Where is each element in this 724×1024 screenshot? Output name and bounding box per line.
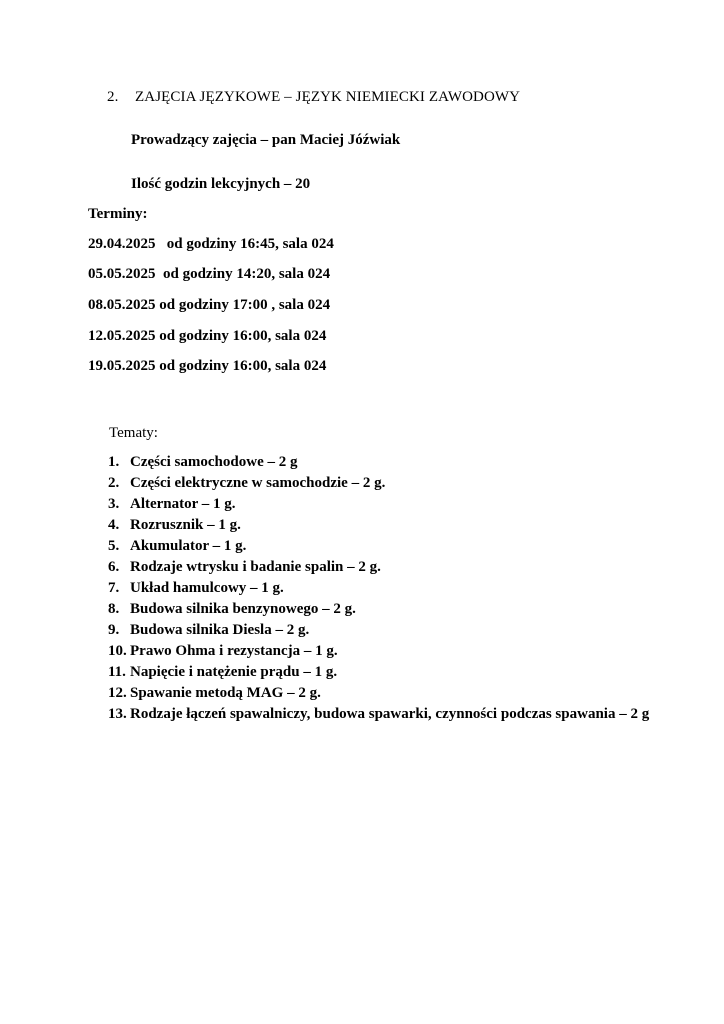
topic-item <box>108 494 668 515</box>
topic-item <box>108 620 668 641</box>
topic-item <box>108 578 668 599</box>
topic-number: 2. <box>108 475 120 491</box>
section-title: ZAJĘCIA JĘZYKOWE – JĘZYK NIEMIECKI ZAWODOWY <box>135 89 521 105</box>
section-heading <box>107 88 520 106</box>
topic-text: Alternator – 1 g. <box>130 496 236 512</box>
topic-number: 5. <box>108 538 120 554</box>
topic-text: Spawanie metodą MAG – 2 g. <box>130 685 321 701</box>
topic-text: Rodzaje łączeń spawalniczy, budowa spawarki, czynności podczas spawania – 2 g <box>130 706 650 722</box>
term-item: 19.05.2025 od godziny 16:00, sala 024 <box>88 358 327 374</box>
topic-item <box>108 683 668 704</box>
topic-text: Części samochodowe – 2 g <box>130 454 298 470</box>
topic-text: Układ hamulcowy – 1 g. <box>130 580 284 596</box>
topic-number: 11. <box>108 664 126 680</box>
topic-text: Budowa silnika benzynowego – 2 g. <box>130 601 356 617</box>
teacher-line: Prowadzący zajęcia – pan Maciej Jóźwiak <box>131 132 401 148</box>
topic-number: 4. <box>108 517 120 533</box>
topic-number: 12. <box>108 685 127 701</box>
term-item: 05.05.2025 od godziny 14:20, sala 024 <box>88 266 331 282</box>
topic-text: Rodzaje wtrysku i badanie spalin – 2 g. <box>130 559 381 575</box>
topic-number: 3. <box>108 496 120 512</box>
topic-text: Rozrusznik – 1 g. <box>130 517 241 533</box>
topic-number: 6. <box>108 559 120 575</box>
topic-item <box>108 599 668 620</box>
topic-list <box>108 452 668 725</box>
topic-item <box>108 557 668 578</box>
topic-item <box>108 641 668 662</box>
topic-item <box>108 452 668 473</box>
topic-item <box>108 515 668 536</box>
topic-text: Budowa silnika Diesla – 2 g. <box>130 622 310 638</box>
topic-number: 7. <box>108 580 120 596</box>
topic-item <box>108 536 668 557</box>
topic-number: 9. <box>108 622 120 638</box>
terms-label: Terminy: <box>88 206 148 222</box>
topic-item <box>108 704 668 725</box>
topic-number: 13. <box>108 706 127 722</box>
term-item: 12.05.2025 od godziny 16:00, sala 024 <box>88 328 327 344</box>
topic-text: Napięcie i natężenie prądu – 1 g. <box>130 664 338 680</box>
topic-item <box>108 473 668 494</box>
topic-number: 10. <box>108 643 127 659</box>
topic-text: Części elektryczne w samochodzie – 2 g. <box>130 475 386 491</box>
topic-item <box>108 662 668 683</box>
term-item: 29.04.2025 od godziny 16:45, sala 024 <box>88 236 334 252</box>
topic-number: 8. <box>108 601 120 617</box>
section-number: 2. <box>107 89 119 105</box>
hours-line: Ilość godzin lekcyjnych – 20 <box>131 176 311 192</box>
term-item: 08.05.2025 od godziny 17:00 , sala 024 <box>88 297 331 313</box>
topic-text: Akumulator – 1 g. <box>130 538 247 554</box>
topics-label: Tematy: <box>109 425 158 441</box>
topic-number: 1. <box>108 454 120 470</box>
topic-text: Prawo Ohma i rezystancja – 1 g. <box>130 643 338 659</box>
